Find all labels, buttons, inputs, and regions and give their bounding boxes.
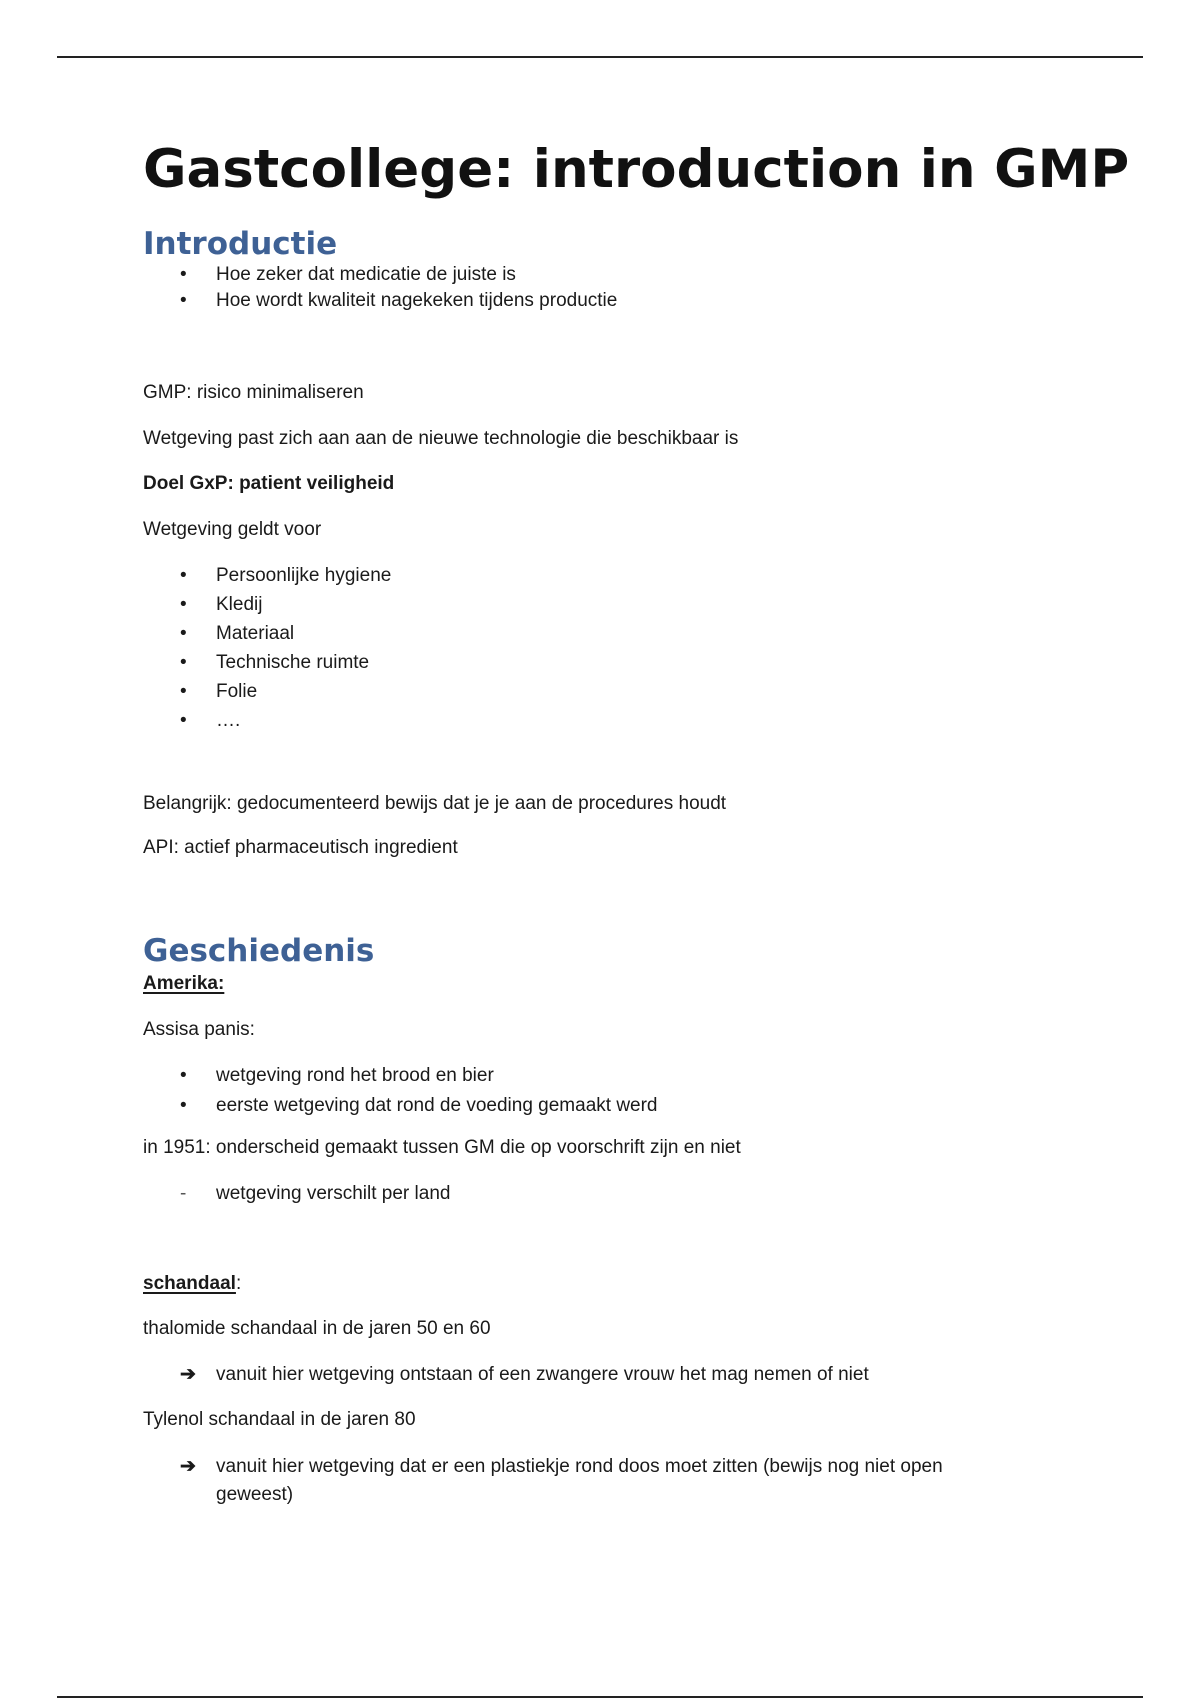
bullet-icon: •	[180, 710, 187, 731]
list-item: ➔ vanuit hier wetgeving dat er een plastiekje rond doos moet zitten (bewijs nog niet open geweest)	[143, 1453, 1023, 1509]
intro-bullet-list	[143, 262, 1063, 314]
list-item: • ….	[143, 706, 1063, 735]
list-item: - wetgeving verschilt per land	[143, 1181, 1063, 1207]
list-item: • Kledij	[143, 590, 1063, 619]
list-item: • Hoe wordt kwaliteit nagekeken tijdens productie	[143, 288, 1063, 314]
paragraph-wetgeving: Wetgeving past zich aan aan de nieuwe technologie die beschikbaar is	[143, 428, 739, 449]
paragraph-doel: Doel GxP: patient veiligheid	[143, 473, 395, 494]
heading-introductie: Introductie	[143, 226, 338, 262]
paragraph-thalomide: thalomide schandaal in de jaren 50 en 60	[143, 1318, 491, 1339]
list-item: • Persoonlijke hygiene	[143, 561, 1063, 590]
bullet-icon: •	[180, 290, 187, 311]
thalomide-arrow-list	[143, 1362, 1063, 1388]
assisa-bullet-list	[143, 1061, 1063, 1121]
bullet-icon: •	[180, 652, 187, 673]
list-item: • eerste wetgeving dat rond de voeding gemaakt werd	[143, 1091, 1063, 1121]
bottom-rule	[57, 1696, 1143, 1698]
dash-list	[143, 1181, 1063, 1207]
paragraph-tylenol: Tylenol schandaal in de jaren 80	[143, 1409, 416, 1430]
paragraph-gmp: GMP: risico minimaliseren	[143, 382, 364, 403]
bullet-icon: •	[180, 264, 187, 285]
schandaal-label: schandaal	[143, 1273, 236, 1294]
top-rule	[57, 56, 1143, 58]
paragraph-1951: in 1951: onderscheid gemaakt tussen GM die op voorschrift zijn en niet	[143, 1137, 741, 1158]
dash-icon: -	[180, 1183, 187, 1204]
list-item: ➔ vanuit hier wetgeving ontstaan of een zwangere vrouw het mag nemen of niet	[143, 1362, 1063, 1388]
paragraph-schandaal: schandaal:	[143, 1273, 242, 1294]
arrow-right-icon: ➔	[180, 1364, 196, 1385]
list-item: • Materiaal	[143, 619, 1063, 648]
tylenol-arrow-list	[143, 1453, 1023, 1509]
bullet-icon: •	[180, 681, 187, 702]
bullet-icon: •	[180, 1095, 187, 1116]
paragraph-assisa: Assisa panis:	[143, 1019, 255, 1040]
arrow-right-icon: ➔	[180, 1456, 196, 1477]
subheading-amerika: Amerika:	[143, 973, 225, 994]
bullet-icon: •	[180, 565, 187, 586]
document-body	[143, 138, 1130, 1509]
paragraph-api: API: actief pharmaceutisch ingredient	[143, 837, 458, 858]
bullet-icon: •	[180, 594, 187, 615]
bullet-icon: •	[180, 1065, 187, 1086]
list-item: • wetgeving rond het brood en bier	[143, 1061, 1063, 1091]
bullet-icon: •	[180, 623, 187, 644]
list-item: • Hoe zeker dat medicatie de juiste is	[143, 262, 1063, 288]
heading-geschiedenis: Geschiedenis	[143, 933, 375, 969]
document-title: Gastcollege: introduction in GMP	[143, 139, 1130, 200]
list-item: • Technische ruimte	[143, 648, 1063, 677]
list-item: • Folie	[143, 677, 1063, 706]
paragraph-belangrijk: Belangrijk: gedocumenteerd bewijs dat je je aan de procedures houdt	[143, 793, 727, 814]
paragraph-geldt-voor: Wetgeving geldt voor	[143, 519, 322, 540]
geldt-voor-list	[143, 561, 1063, 735]
